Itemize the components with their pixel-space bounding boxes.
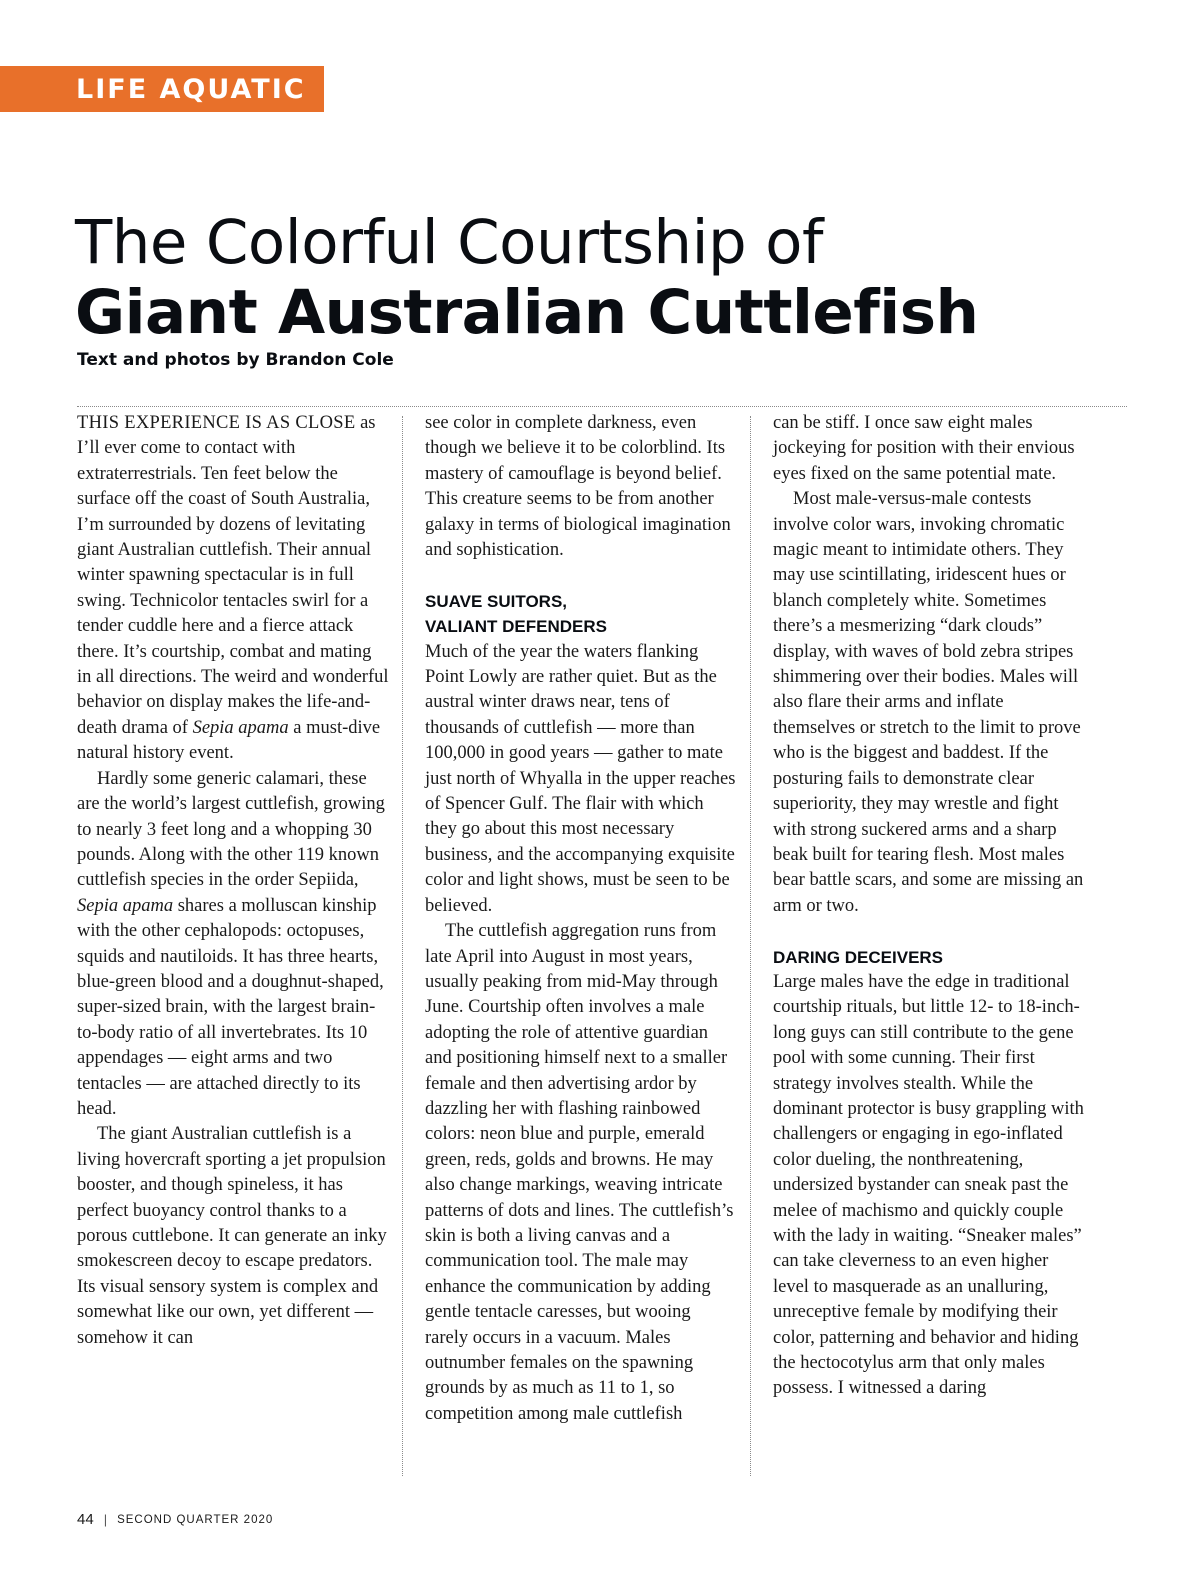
header-divider (77, 406, 1127, 407)
paragraph-text: as I’ll ever come to contact with extraterrestrials. Ten feet below the surface off the coast of South Australia, I’m surrounded by dozens of levitating giant Australian cuttlefish. Their annual winter spawning spectacular is in full swing. Technicolor tentacles swirl for a tender cuddle here and a fierce attack there. It’s courtship, combat and mating in all directions. The weird and wonderful behavior on display makes the life-and-death drama of (77, 413, 389, 738)
title-line-2: Giant Australian Cuttlefish (75, 277, 979, 348)
footer-separator: | (103, 1512, 108, 1527)
section-heading-line: SUAVE SUITORS, (425, 591, 568, 611)
paragraph: The cuttlefish aggregation runs from late April into August in most years, usually peaking from mid-May through June. Courtship often involves a male adopting the role of attentive guardian and positioning himself next to a smaller female and then advertising ardor by dazzling her with flashing rainbowed colors: neon blue and purple, emerald green, reds, golds and browns. He may also change markings, weaving intricate patterns of dots and lines. The cuttlefish’s skin is both a living canvas and a communication tool. The male may enhance the communication by adding gentle tentacle caresses, but wooing rarely occurs in a vacuum. Males outnumber females on the spawning grounds by as much as 11 to 1, so competition among male cuttlefish (425, 921, 734, 1424)
issue-label: SECOND QUARTER 2020 (117, 1513, 274, 1526)
section-heading: DARING DECEIVERS (773, 947, 944, 967)
paragraph-text: Hardly some generic calamari, these are the world’s largest cuttlefish, growing to nearly 3 feet long and a whopping 30 pounds. Along with the other 119 known cuttlefish species in the order Sepiida, (77, 768, 385, 891)
paragraph (77, 411, 389, 767)
lead-in-caps: THIS EXPERIENCE IS AS CLOSE (77, 413, 356, 433)
section-heading (425, 589, 737, 640)
paragraph-text: a must-dive natural history event. (77, 717, 381, 764)
paragraph: can be stiff. I once saw eight males jockeying for position with their envious eyes fixed on the same potential mate. (773, 413, 1075, 484)
section-label: LIFE AQUATIC (76, 73, 306, 105)
paragraph: Much of the year the waters flanking Point Lowly are rather quiet. But as the austral winter draws near, tens of thousands of cuttlefish — more than 100,000 in good years — gather to mate just north of Whyalla in the upper reaches of Spencer Gulf. The flair with which they go about this most necessary business, and the accompanying exquisite color and light shows, must be seen to be believed. (425, 641, 736, 916)
article-title (75, 208, 1135, 348)
paragraph: see color in complete darkness, even though we believe it to be colorblind. Its mastery of camouflage is beyond belief. This creature seems to be from another galaxy in terms of biological imagination and sophistication. (425, 413, 731, 561)
paragraph: The giant Australian cuttlefish is a living hovercraft sporting a jet propulsion booster, and though spineless, it has perfect buoyancy control thanks to a porous cuttlebone. It can generate an inky smokescreen decoy to escape predators. Its visual sensory system is complex and somewhat like our own, yet different — somehow it can (77, 1124, 387, 1348)
column-2 (425, 411, 737, 1427)
paragraph: Most male-versus-male contests involve color wars, invoking chromatic magic meant to intimidate others. They may use scintillating, iridescent hues or blanch completely white. Sometimes there’s a mesmerizing “dark clouds” display, with waves of bold zebra stripes shimmering over their bodies. Males will also flare their arms and inflate themselves or stretch to the limit to prove who is the biggest and baddest. If the posturing fails to demonstrate clear superiority, they may wrestle and fight with strong suckered arms and a sharp beak built for tearing flesh. Most males bear battle scars, and some are missing an arm or two. (773, 489, 1084, 916)
page-number: 44 (77, 1511, 94, 1528)
species-name: Sepia apama (192, 717, 289, 738)
byline: Text and photos by Brandon Cole (77, 350, 394, 370)
section-heading-line: VALIANT DEFENDERS (425, 617, 607, 637)
column-1 (77, 411, 389, 1351)
paragraph-text: shares a molluscan kinship with the other cephalopods: octopuses, squids and nautiloids. It has three hearts, blue-green blood and a doughnut-shaped, super-sized brain, with the largest brain-to-body ratio of all invertebrates. Its 10 appendages — eight arms and two tentacles — are attached directly to its head. (77, 895, 384, 1119)
paragraph (77, 767, 389, 1123)
page-footer (77, 1511, 273, 1528)
species-name: Sepia apama (77, 895, 174, 916)
section-tab (0, 66, 324, 112)
title-line-1: The Colorful Courtship of (75, 207, 823, 278)
column-divider (402, 416, 403, 1476)
column-divider (750, 416, 751, 1476)
column-3 (773, 411, 1085, 1402)
paragraph: Large males have the edge in traditional courtship rituals, but little 12- to 18-inch-long guys can still contribute to the gene pool with some cunning. Their first strategy involves stealth. While the dominant protector is busy grappling with challengers or engaging in ego-inflated color dueling, the nonthreatening, undersized bystander can sneak past the melee of machismo and quickly couple with the lady in waiting. “Sneaker males” can take cleverness to an even higher level to masquerade as an unalluring, unreceptive female by modifying their color, patterning and behavior and hiding the hectocotylus arm that only males possess. I witnessed a daring (773, 971, 1084, 1399)
